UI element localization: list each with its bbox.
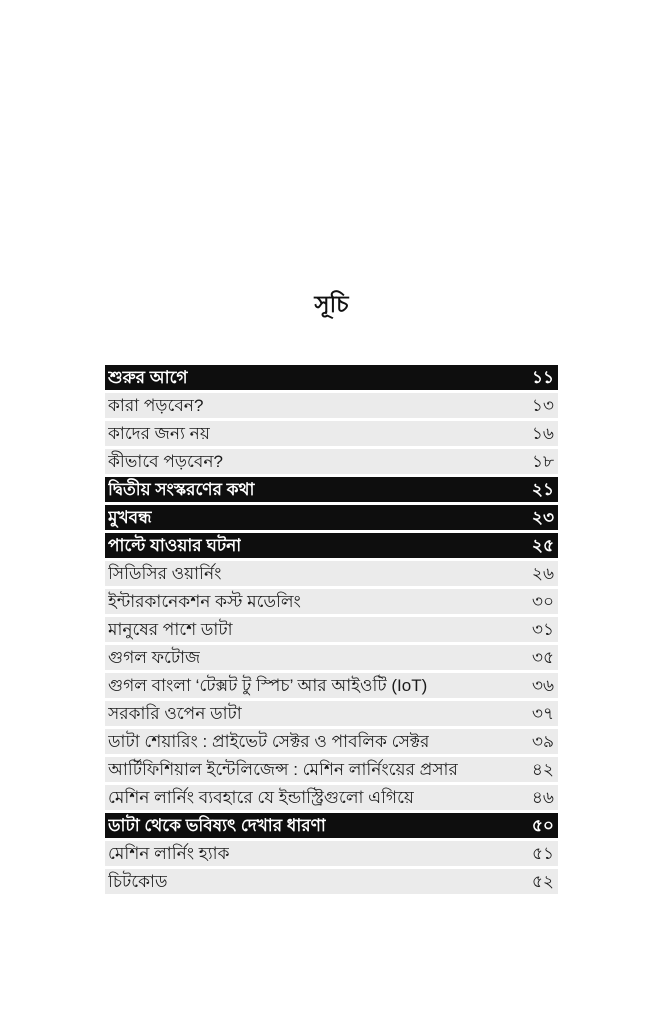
toc-entry-label: সিডিসির ওয়ার্নিং [108,564,222,583]
toc-entry-label: মুখবন্ধ [108,508,152,527]
toc-row [105,393,558,418]
table-of-contents [105,365,558,897]
toc-entry-label: ইন্টারকানেকশন কস্ট মডেলিং [108,592,301,611]
toc-row [105,841,558,866]
toc-row [105,757,558,782]
toc-section-row [105,813,558,838]
toc-entry-label: গুগল বাংলা ‘টেক্সট টু স্পিচ’ আর আইওটি (IoT) [108,676,428,695]
toc-entry-page-number: ৩৯ [531,732,554,751]
toc-entry-label: মেশিন লার্নিং ব্যবহারে যে ইন্ডাস্ট্রিগুলো এগিয়ে [108,788,414,807]
toc-row [105,645,558,670]
toc-row [105,785,558,810]
toc-entry-label: ডাটা শেয়ারিং : প্রাইভেট সেক্টর ও পাবলিক সেক্টর [108,732,430,751]
toc-entry-label: আর্টিফিশিয়াল ইন্টেলিজেন্স : মেশিন লার্নিংয়ের প্রসার [108,760,458,779]
toc-entry-page-number: ২৬ [531,564,554,583]
toc-entry-page-number: ৫২ [531,872,554,891]
toc-entry-label: মেশিন লার্নিং হ্যাক [108,844,230,863]
toc-section-row [105,533,558,558]
toc-entry-label: কীভাবে পড়বেন? [108,452,223,471]
toc-entry-page-number: ২৩ [531,508,554,527]
toc-row [105,729,558,754]
toc-entry-label: দ্বিতীয় সংস্করণের কথা [108,480,255,499]
toc-entry-page-number: ৩৭ [531,704,554,723]
toc-entry-label: পাল্টে যাওয়ার ঘটনা [108,536,242,555]
toc-entry-page-number: ১৬ [531,424,554,443]
toc-entry-page-number: ৩১ [531,620,554,639]
toc-entry-label: কারা পড়বেন? [108,396,204,415]
toc-entry-page-number: ৩৬ [531,676,554,695]
toc-entry-label: মানুষের পাশে ডাটা [108,620,233,639]
toc-entry-page-number: ৩৫ [531,648,554,667]
toc-entry-page-number: ১৩ [531,396,554,415]
toc-section-row [105,477,558,502]
toc-section-row [105,365,558,390]
toc-entry-page-number: ১৮ [531,452,554,471]
toc-entry-page-number: ৪২ [531,760,554,779]
toc-row [105,589,558,614]
toc-entry-label: কাদের জন্য নয় [108,424,210,443]
toc-row [105,869,558,894]
toc-entry-label: সরকারি ওপেন ডাটা [108,704,242,723]
page-title: সূচি [314,291,349,317]
toc-entry-label: ডাটা থেকে ভবিষ্যৎ দেখার ধারণা [108,816,326,835]
toc-row [105,421,558,446]
toc-row [105,701,558,726]
toc-entry-page-number: ৩০ [531,592,554,611]
toc-entry-page-number: ২৫ [531,536,554,555]
toc-row [105,561,558,586]
toc-row [105,673,558,698]
toc-entry-page-number: ৫১ [531,844,554,863]
toc-entry-label: গুগল ফটোজ [108,648,201,667]
toc-row [105,449,558,474]
toc-entry-page-number: ৪৬ [531,788,554,807]
toc-entry-page-number: ৫০ [531,816,554,835]
toc-entry-label: চিটকোড [108,872,168,891]
toc-entry-page-number: ২১ [531,480,554,499]
toc-entry-label: শুরুর আগে [108,368,188,387]
toc-section-row [105,505,558,530]
toc-row [105,617,558,642]
toc-entry-page-number: ১১ [531,368,554,387]
